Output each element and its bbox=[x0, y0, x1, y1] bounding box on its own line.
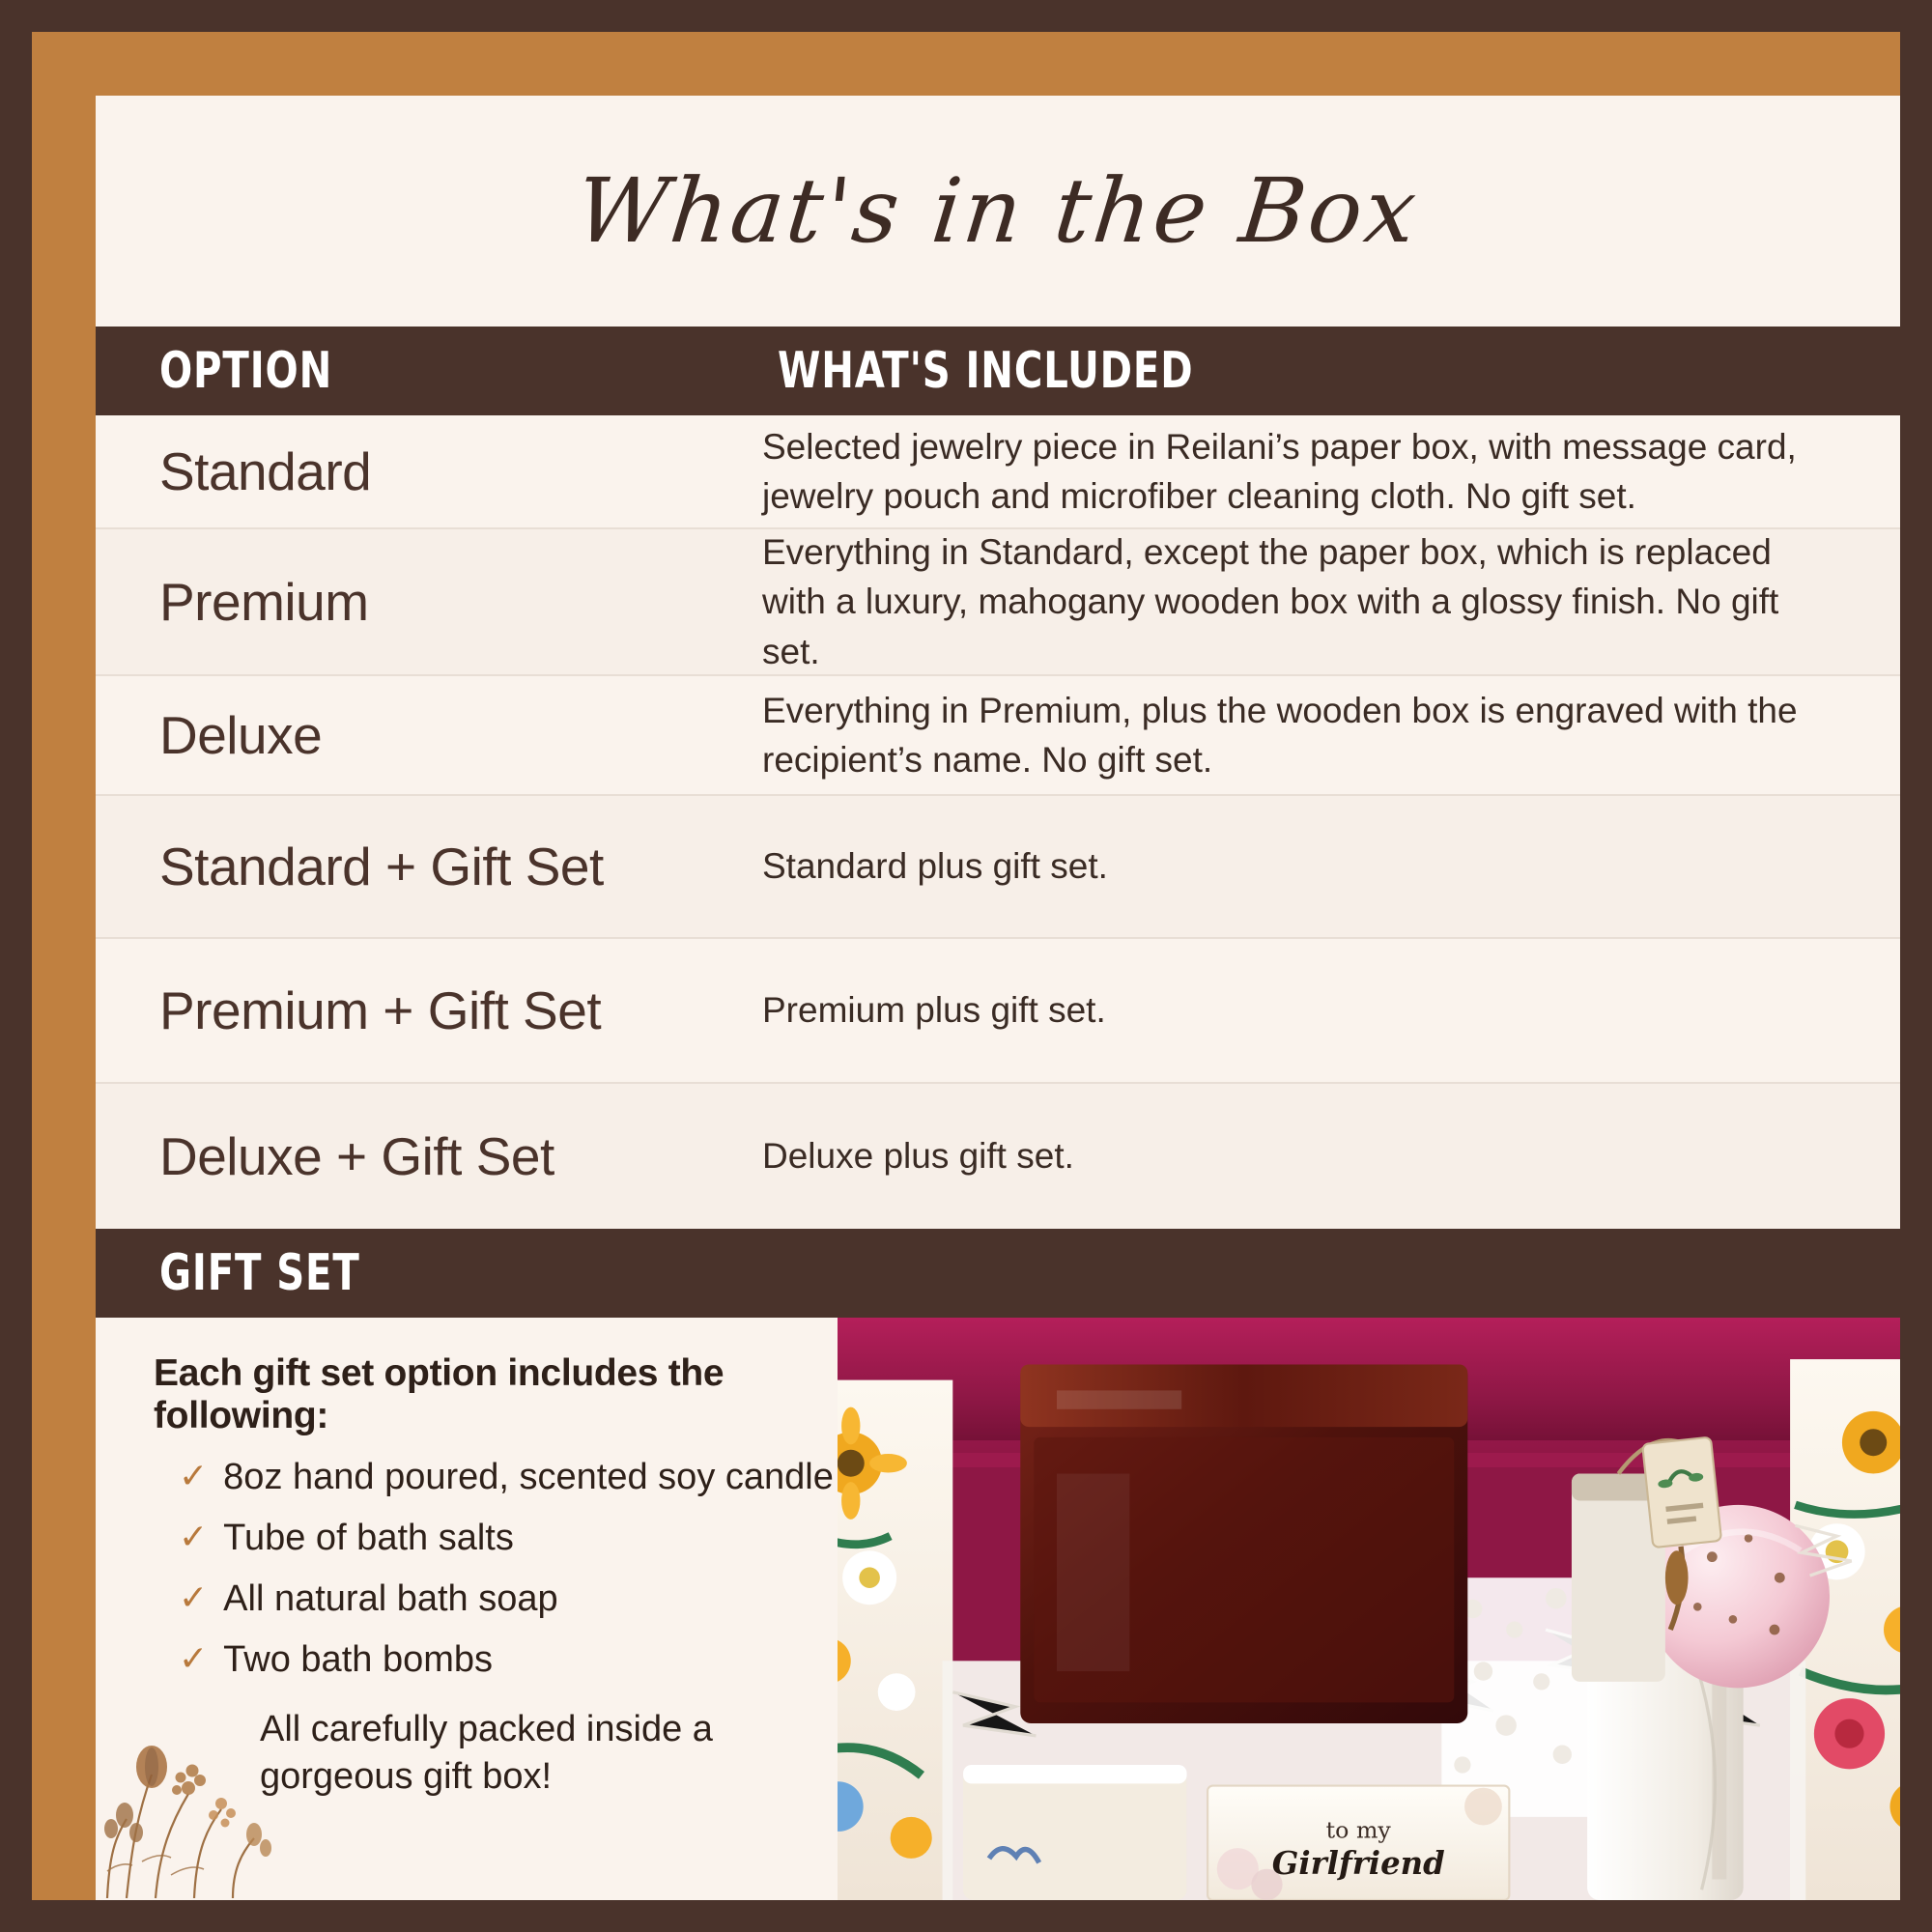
giftset-photo bbox=[838, 1318, 1900, 1900]
option-description: Everything in Premium, plus the wooden box is engraved with the recipient’s name. No gift set. bbox=[762, 690, 1798, 780]
table-row bbox=[96, 676, 1900, 796]
option-name: Standard + Gift Set bbox=[159, 837, 604, 896]
list-item bbox=[154, 1518, 907, 1559]
option-description: Deluxe plus gift set. bbox=[762, 1136, 1074, 1177]
giftset-closing: All carefully packed inside a gorgeous gift box! bbox=[260, 1709, 713, 1798]
content-panel bbox=[96, 96, 1900, 1900]
table-row bbox=[96, 415, 1900, 529]
list-item-label: 8oz hand poured, scented soy candle bbox=[223, 1457, 834, 1497]
giftset-intro: Each gift set option includes the following: bbox=[154, 1352, 724, 1436]
options-table bbox=[96, 415, 1900, 1229]
option-name: Premium + Gift Set bbox=[159, 980, 602, 1040]
list-item-label: Tube of bath salts bbox=[223, 1518, 514, 1558]
gift-box-photo bbox=[838, 1318, 1900, 1900]
check-icon: ✓ bbox=[179, 1456, 209, 1495]
giftset-header bbox=[96, 1229, 1900, 1318]
list-item-label: All natural bath soap bbox=[223, 1578, 558, 1619]
option-name: Premium bbox=[159, 572, 369, 632]
list-item-label: Two bath bombs bbox=[223, 1639, 493, 1680]
option-description: Standard plus gift set. bbox=[762, 846, 1108, 887]
giftset-header-label: GIFT SET bbox=[159, 1244, 360, 1302]
check-icon: ✓ bbox=[179, 1638, 209, 1678]
giftset-section bbox=[96, 1318, 1900, 1900]
table-row bbox=[96, 796, 1900, 939]
table-row bbox=[96, 529, 1900, 676]
title-band bbox=[96, 96, 1900, 327]
page-title: What's in the Box bbox=[571, 159, 1425, 263]
check-icon: ✓ bbox=[179, 1517, 209, 1556]
list-item bbox=[154, 1457, 907, 1498]
option-name: Deluxe bbox=[159, 705, 323, 765]
table-row bbox=[96, 939, 1900, 1084]
flower-decoration-icon bbox=[96, 1639, 339, 1900]
option-description: Premium plus gift set. bbox=[762, 990, 1106, 1031]
option-description: Everything in Standard, except the paper box, which is replaced with a luxury, mahogany wooden box with a glossy finish. No gift set. bbox=[762, 532, 1779, 671]
svg-text:to my: to my bbox=[1325, 1816, 1391, 1844]
column-header-included: WHAT'S INCLUDED bbox=[778, 342, 1194, 400]
option-name: Deluxe + Gift Set bbox=[159, 1126, 554, 1186]
column-header-option: OPTION bbox=[159, 342, 333, 400]
table-row bbox=[96, 1084, 1900, 1229]
check-icon: ✓ bbox=[179, 1577, 209, 1617]
table-header-row bbox=[96, 327, 1900, 415]
giftset-details bbox=[96, 1318, 907, 1900]
accent-frame bbox=[32, 32, 1900, 1900]
option-description: Selected jewelry piece in Reilani’s paper box, with message card, jewelry pouch and microfiber cleaning cloth. No gift set. bbox=[762, 426, 1797, 516]
list-item bbox=[154, 1578, 907, 1620]
option-name: Standard bbox=[159, 441, 372, 501]
svg-text:Girlfriend: Girlfriend bbox=[1271, 1845, 1445, 1883]
